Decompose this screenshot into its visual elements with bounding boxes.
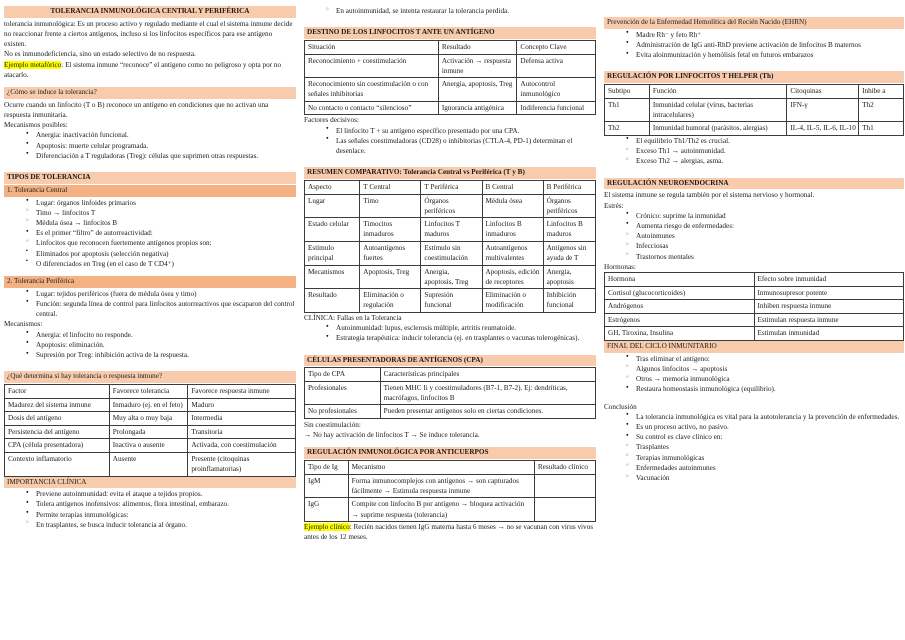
central-lugar-sublist: [26, 208, 296, 228]
factors-label: Factores decisivos:: [304, 116, 359, 125]
table-header-cell: Factor: [5, 385, 110, 399]
intro-paragraph: tolerancia inmunológica: Es un proceso activo y regulado mediante el cual el sistema inmune decide no reaccionar frente a ciertos antígenos, incluso si los linfocitos específicos para ese antígeno existen.: [4, 19, 293, 49]
table-cell: Estimulan inmunidad: [754, 327, 904, 341]
list-item: ● El linfocito T + su antígeno específico presentado por una CPA.: [326, 126, 596, 136]
table-row: [605, 327, 904, 341]
mid-top-bullet-list: [326, 6, 596, 16]
table-row: [5, 412, 296, 426]
list-item: ● Es el primer “filtro” de autorreactividad:: [26, 228, 296, 238]
list-item: ● Apoptosis: muerte celular programada.: [26, 141, 296, 151]
table-header-cell: Citoquinas: [787, 85, 859, 99]
table-row: [605, 122, 904, 136]
neuro-intro: El sistema inmune se regula también por el sistema nervioso y hormonal.: [604, 191, 815, 200]
table-row: [305, 498, 596, 522]
table-cell: Persistencia del antígeno: [5, 425, 110, 439]
list-item: ○ Enfermedades autoinmunes: [626, 463, 904, 473]
final-list: [626, 354, 904, 364]
table-row: [305, 381, 596, 405]
right-column: [604, 6, 904, 640]
table-cell: Maduro: [188, 398, 296, 412]
table-header-cell: B Periférica: [543, 181, 595, 195]
clinical-example-label: Ejemplo clínico: [304, 523, 350, 532]
table-cell: Dosis del antígeno: [5, 412, 110, 426]
list-item: ● La tolerancia inmunológica es vital para la autotolerancia y la prevención de enfermedades.: [626, 412, 904, 422]
document-title: TOLERANCIA INMUNOLÓGICA CENTRAL Y PERIFÉRICA: [4, 6, 296, 18]
table-cell: IFN-γ: [787, 98, 859, 122]
table-cell: Profesionales: [305, 381, 381, 405]
periferica-mech-label: Mecanismos:: [4, 320, 43, 329]
table-cell: Inmunosupresor potente: [754, 286, 904, 300]
induce-text: Ocurre cuando un linfocito (T o B) reconoce un antígeno en condiciones que no activan una respuesta inmunitaria.: [4, 100, 269, 119]
table-header-cell: Características principales: [380, 368, 595, 382]
conclusion-list: [626, 412, 904, 443]
resumen-table-wrap: [304, 180, 596, 313]
table-cell: Defensa activa: [517, 54, 596, 78]
table-header-cell: Mecanismo: [348, 461, 534, 475]
table-cell: No contacto o contacto “silencioso”: [305, 101, 439, 115]
table-cell: Apoptosis, edición de receptores: [482, 265, 543, 289]
table-cell: Inhibición funcional: [543, 289, 595, 313]
table-header-cell: T Periférica: [421, 181, 482, 195]
list-item: ○ En trasplantes, se busca inducir tolerancia al órgano.: [26, 520, 296, 530]
final-list-2: [626, 384, 904, 394]
table-row: [5, 439, 296, 453]
list-item: ● Su control es clave clínico en:: [626, 432, 904, 442]
table-cell: Estrógenos: [605, 313, 755, 327]
section-header-importancia: IMPORTANCIA CLÍNICA: [4, 477, 296, 489]
list-item: ● Restaura homeostasis inmunológica (equilibrio).: [626, 384, 904, 394]
hormonas-table-wrap: [604, 272, 904, 341]
table-header-cell: Aspecto: [305, 181, 360, 195]
table-cell: Ignorancia antigénica: [438, 101, 517, 115]
table-cell: Estímulo sin coestimulación: [421, 241, 482, 265]
section-header-th: REGULACIÓN POR LINFOCITOS T HELPER (Th): [604, 71, 904, 83]
equilibrio-list: [626, 136, 904, 146]
table-cell: Activada, con coestimulación: [188, 439, 296, 453]
anticuerpos-table-wrap: [304, 460, 596, 522]
table-cell: Timocitos inmaduros: [360, 218, 421, 242]
list-item: ○ Terapias inmunológicas: [626, 453, 904, 463]
table-row: [305, 368, 596, 382]
table-row: [305, 101, 596, 115]
table-cell: Reconocimiento + coestimulación: [305, 54, 439, 78]
list-item: ● Lugar: tejidos periféricos (fuera de médula ósea y timo): [26, 289, 296, 299]
resumen-table: [304, 180, 596, 313]
list-item: ○ Médula ósea → linfocitos B: [26, 218, 296, 228]
table-cell: Estado celular: [305, 218, 360, 242]
table-cell: Mecanismos: [305, 265, 360, 289]
list-item: ○ Algunos linfocitos → apoptosis: [626, 364, 904, 374]
table-cell: Timo: [360, 194, 421, 218]
table-cell: Indiferencia funcional: [517, 101, 596, 115]
importancia-list: [26, 489, 296, 520]
list-item: ● Tolera antígenos inofensivos: alimentos, flora intestinal, embarazo.: [26, 499, 296, 509]
table-cell: Prolongada: [109, 425, 188, 439]
factors-list: [326, 126, 596, 157]
table-cell: Transitoria: [188, 425, 296, 439]
table-cell: Estimulan respuesta inmune: [754, 313, 904, 327]
final-sublist: [626, 364, 904, 384]
table-cell: Inmunidad celular (virus, bacterias intracelulares): [649, 98, 787, 122]
table-cell: Cortisol (glucocorticoides): [605, 286, 755, 300]
table-row: [605, 273, 904, 287]
table-cell: Contexto inflamatorio: [5, 452, 110, 476]
list-item: ● Administración de IgG anti-RhD previene activación de linfocitos B maternos: [626, 40, 904, 50]
periferica-mech-list: [26, 330, 296, 361]
section-header-tipos: TIPOS DE TOLERANCIA: [4, 172, 296, 184]
intro-paragraph-2: No es inmunodeficiencia, sino un estado selectivo de no respuesta.: [4, 50, 196, 59]
clinical-example-text: : Recién nacidos tienen IgG materna hasta 6 meses → no se vacunan con virus vivos antes de los 12 meses.: [304, 523, 594, 542]
list-item: ▪ Eliminados por apoptosis (selección negativa): [26, 249, 296, 259]
list-item: ● Tras eliminar el antígeno:: [626, 354, 904, 364]
list-item: ● Función: segunda línea de control para linfocitos autorreactivos que escaparon del control central.: [26, 299, 296, 319]
metaphor-text: : El sistema inmune “reconoce” el antígeno como no peligroso y opta por no atacarlo.: [4, 60, 282, 79]
table-row: [305, 405, 596, 419]
left-column: [4, 6, 296, 640]
table-cell: Inmaduro (ej. en el feto): [109, 398, 188, 412]
table-cell: Linfocitos B maduros: [543, 218, 595, 242]
table-cell: IgM: [305, 474, 349, 498]
list-item: ○ Trastornos mentales: [626, 252, 904, 262]
table-cell: Órganos periféricos: [421, 194, 482, 218]
central-list: [26, 198, 296, 208]
section-header-cpa: CÉLULAS PRESENTADORAS DE ANTÍGENOS (CPA): [304, 355, 596, 367]
list-item: ○ Timo → linfocitos T: [26, 208, 296, 218]
section-header-neuro: REGULACIÓN NEUROENDOCRINA: [604, 178, 904, 190]
table-cell: IL-4, IL-5, IL-6, IL-10: [787, 122, 859, 136]
table-cell: Muy alta o muy baja: [109, 412, 188, 426]
table-cell: Th1: [859, 122, 904, 136]
table-cell: Inmunidad humoral (parásitos, alergias): [649, 122, 787, 136]
middle-column: [304, 6, 596, 640]
clinica-label: CLÍNICA: Fallas en la Tolerancia: [304, 313, 402, 322]
table-cell: CPA (célula presentadora): [5, 439, 110, 453]
table-cell: Forma inmunocomplejos con antígenos → son capturados fácilmente → Estimula respuesta inmune: [348, 474, 534, 498]
table-cell: Compite con linfocito B por antígeno → bloquea activación → suprime respuesta (tolerancia): [348, 498, 534, 522]
table-cell: IgG: [305, 498, 349, 522]
table-cell: [534, 498, 595, 522]
section-header-anticuerpos: REGULACIÓN INMUNOLÓGICA POR ANTICUERPOS: [304, 447, 596, 459]
table-header-cell: Tipo de CPA: [305, 368, 381, 382]
list-item: ▪ O diferenciados en Treg (en el caso de T CD4⁺): [26, 259, 296, 269]
table-cell: Autoantígenos multivalentes: [482, 241, 543, 265]
th-table-wrap: [604, 84, 904, 136]
th-table: [604, 84, 904, 136]
table-cell: Eliminación o regulación: [360, 289, 421, 313]
table-cell: Órganos periféricos: [543, 194, 595, 218]
determina-table: [4, 384, 296, 477]
table-header-cell: Resultado: [438, 40, 517, 54]
table-row: [605, 300, 904, 314]
mechanisms-label: Mecanismos posibles:: [4, 121, 68, 130]
ehrn-list: [626, 30, 904, 61]
list-item: ● Permite terapias inmunológicas:: [26, 510, 296, 520]
central-filtro-list: [26, 228, 296, 238]
destino-table: [304, 40, 596, 115]
table-cell: Antígenos sin ayuda de T: [543, 241, 595, 265]
table-cell: Supresión funcional: [421, 289, 482, 313]
table-row: [305, 241, 596, 265]
table-cell: Linfocitos T maduros: [421, 218, 482, 242]
table-row: [605, 98, 904, 122]
table-cell: Anergia, apoptosis, Treg: [438, 78, 517, 102]
list-item: ● Las señales coestimuladoras (CD28) o inhibitorias (CTLA-4, PD-1) determinan el desenlace.: [326, 136, 596, 156]
section-header-destino: DESTINO DE LOS LINFOCITOS T ANTE UN ANTÍGENO: [304, 27, 596, 39]
table-row: [305, 218, 596, 242]
table-cell: Andrógenos: [605, 300, 755, 314]
list-item: ● Apoptosis: eliminación.: [26, 340, 296, 350]
list-item: ○ Infecciosas: [626, 241, 904, 251]
list-item: ○ Vacunación: [626, 473, 904, 483]
table-header-cell: Situación: [305, 40, 439, 54]
list-item: ● Evita aloinmunización y hemólisis fetal en futuros embarazos: [626, 50, 904, 60]
table-cell: Th2: [859, 98, 904, 122]
estres-label: Estrés:: [604, 201, 624, 210]
table-cell: Autoantígenos fuertes: [360, 241, 421, 265]
table-cell: Activación → respuesta inmune: [438, 54, 517, 78]
table-cell: Resultado: [305, 289, 360, 313]
induce-mechanisms-list: [26, 130, 296, 161]
table-cell: Th1: [605, 98, 650, 122]
table-header-cell: Hormona: [605, 273, 755, 287]
table-row: [305, 181, 596, 195]
list-item: ● Crónico: suprime la inmunidad: [626, 211, 904, 221]
hormonas-label: Hormonas:: [604, 262, 636, 271]
list-item: ● Es un proceso activo, no pasivo.: [626, 422, 904, 432]
table-row: [605, 85, 904, 99]
table-header-cell: Resultado clínico: [534, 461, 595, 475]
list-item: ○ Autoinmunes: [626, 231, 904, 241]
table-cell: Madurez del sistema inmune: [5, 398, 110, 412]
list-item: ○ Linfocitos que reconocen fuertemente antígenos propios son:: [26, 238, 296, 248]
table-cell: [534, 474, 595, 498]
section-header-determina: ¿Qué determina si hay tolerancia o respuesta inmune?: [4, 371, 296, 383]
table-cell: Inhiben respuesta inmune: [754, 300, 904, 314]
list-item: ○ Exceso Th1 → autoinmunidad.: [626, 146, 904, 156]
table-row: [305, 54, 596, 78]
table-cell: Anergia, apoptosis: [543, 265, 595, 289]
table-row: [305, 194, 596, 218]
list-item: ● El equilibrio Th1/Th2 es crucial.: [626, 136, 904, 146]
table-header-cell: Concepto Clave: [517, 40, 596, 54]
table-cell: Ausente: [109, 452, 188, 476]
list-item: ● Anergia: inactivación funcional.: [26, 130, 296, 140]
table-row: [5, 398, 296, 412]
table-header-cell: Favorece respuesta inmune: [188, 385, 296, 399]
conclusion-label: Conclusión: [604, 402, 637, 411]
list-item: ● Anergia: el linfocito no responde.: [26, 330, 296, 340]
cpa-note-label: Sin coestimulación:: [304, 421, 361, 430]
section-header-final: FINAL DEL CICLO INMUNITARIO: [604, 341, 904, 353]
table-cell: Inactiva o ausente: [109, 439, 188, 453]
clinica-list: [326, 323, 596, 343]
table-cell: Th2: [605, 122, 650, 136]
estres-list: [626, 211, 904, 231]
list-item: ● Estrategia terapéutica: inducir tolerancia (ej. en trasplantes o vacunas tolerogénicas).: [326, 333, 596, 343]
table-cell: Presente (citoquinas proinflamatorias): [188, 452, 296, 476]
table-header-cell: Favorece tolerancia: [109, 385, 188, 399]
table-cell: Apoptosis, Treg: [360, 265, 421, 289]
table-cell: Anergia, apoptosis, Treg: [421, 265, 482, 289]
table-cell: Eliminación o modificación: [482, 289, 543, 313]
list-item: ○ Exceso Th2 → alergias, asma.: [626, 156, 904, 166]
table-row: [305, 40, 596, 54]
table-header-cell: B Central: [482, 181, 543, 195]
conclusion-sublist: [626, 442, 904, 483]
list-item: ● Madre Rh⁻ y feto Rh⁺: [626, 30, 904, 40]
section-header-induce: ¿Cómo se induce la tolerancia?: [4, 87, 296, 99]
table-cell: Tienen MHC Ii y coestimuladores (B7-1, B7-2). Ej: dendríticas, macrófagos, linfocitos B: [380, 381, 595, 405]
table-row: [305, 78, 596, 102]
section-header-resumen: RESUMEN COMPARATIVO: Tolerancia Central vs Periférica (T y B): [304, 167, 596, 179]
table-header-cell: Tipo de Ig: [305, 461, 349, 475]
cpa-note-text: → No hay activación de linfocitos T → Se induce tolerancia.: [304, 431, 480, 440]
list-item: ● Lugar: órganos linfoides primarios: [26, 198, 296, 208]
table-header-cell: Inhibe a: [859, 85, 904, 99]
central-filtro-sublist-2: [26, 249, 296, 269]
table-cell: GH, Tiroxina, Insulina: [605, 327, 755, 341]
metaphor-label: Ejemplo metafórico: [4, 60, 62, 69]
subsection-header-periferica: 2. Tolerancia Periférica: [4, 276, 296, 288]
central-filtro-sublist: [26, 238, 296, 248]
section-header-ehrn: Prevención de la Enfermedad Hemolítica del Recién Nacido (EHRN): [604, 17, 904, 29]
list-item: ● Autoinmunidad: lupus, esclerosis múltiple, artritis reumatoide.: [326, 323, 596, 333]
table-cell: Lugar: [305, 194, 360, 218]
table-header-cell: T Central: [360, 181, 421, 195]
table-row: [605, 286, 904, 300]
table-header-cell: Efecto sobre inmunidad: [754, 273, 904, 287]
table-row: [305, 289, 596, 313]
subsection-header-central: 1. Tolerancia Central: [4, 185, 296, 197]
cpa-table: [304, 367, 596, 419]
table-row: [305, 461, 596, 475]
hormonas-table: [604, 272, 904, 341]
table-cell: No profesionales: [305, 405, 381, 419]
table-row: [305, 265, 596, 289]
list-item: ● Diferenciación a T reguladoras (Treg): células que suprimen otras respuestas.: [26, 151, 296, 161]
list-item: ○ En autoinmunidad, se intenta restaurar la tolerancia perdida.: [326, 6, 596, 16]
table-cell: Linfocitos B inmaduros: [482, 218, 543, 242]
table-cell: Pueden presentar antígenos solo en ciertas condiciones.: [380, 405, 595, 419]
list-item: ● Previene autoinmunidad: evita el ataque a tejidos propios.: [26, 489, 296, 499]
table-row: [5, 385, 296, 399]
table-row: [5, 425, 296, 439]
table-header-cell: Subtipo: [605, 85, 650, 99]
table-cell: Estímulo principal: [305, 241, 360, 265]
list-item: ○ Otros → memoria inmunológica: [626, 374, 904, 384]
list-item: ● Supresión por Treg: inhibición activa de la respuesta.: [26, 350, 296, 360]
table-row: [305, 474, 596, 498]
determina-table-wrap: [4, 384, 296, 477]
periferica-list: [26, 289, 296, 320]
estres-sublist: [626, 231, 904, 262]
table-cell: Autocontrol inmunológico: [517, 78, 596, 102]
table-header-cell: Función: [649, 85, 787, 99]
table-row: [5, 452, 296, 476]
cpa-table-wrap: [304, 367, 596, 419]
table-row: [605, 313, 904, 327]
equilibrio-sublist: [626, 146, 904, 166]
table-cell: Reconocimiento sin coestimulación o con señales inhibitorias: [305, 78, 439, 102]
list-item: ○ Trasplantes: [626, 442, 904, 452]
clinical-example: [304, 522, 596, 542]
destino-table-wrap: [304, 40, 596, 115]
table-cell: Médula ósea: [482, 194, 543, 218]
table-cell: Intermedia: [188, 412, 296, 426]
anticuerpos-table: [304, 460, 596, 522]
metaphor-example: [4, 60, 296, 80]
list-item: ● Aumenta riesgo de enfermedades:: [626, 221, 904, 231]
importancia-sublist: [26, 520, 296, 530]
